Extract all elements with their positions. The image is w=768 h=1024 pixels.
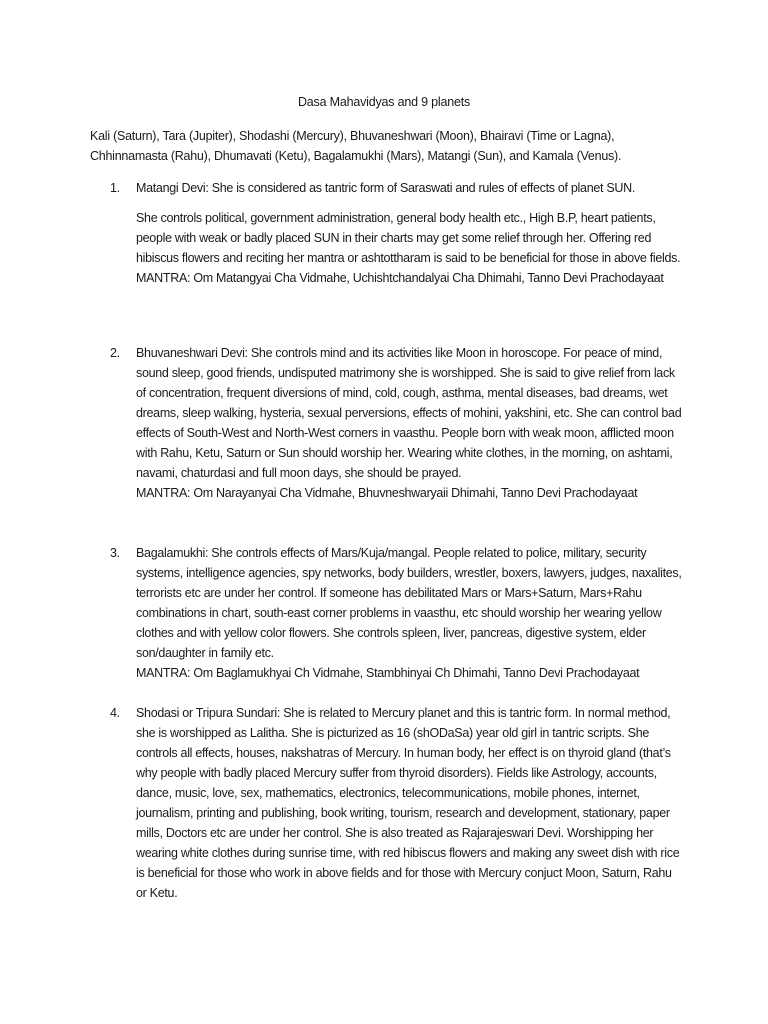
list-number: 3. bbox=[110, 546, 120, 560]
list-number: 1. bbox=[110, 181, 120, 195]
item-subparagraph: She controls political, government administration, general body health etc., High B.P, heart patients, people with weak or badly placed SUN in their charts may get some relief through her. Offering red hibiscus flowers and reciting her mantra or ashtottharam is said to be beneficial for those in above fields. bbox=[136, 211, 681, 265]
item-text: Bhuvaneshwari Devi: She controls mind and its activities like Moon in horoscope. For peace of mind, sound sleep, good friends, undisputed matrimony she is worshipped. She is said to give relief from lack of concentration, frequent diversions of mind, cold, cough, asthma, mental diseases, bad dreams, wet dreams, sleep walking, hysteria, sexual perversions, effects of mohini, yakshini, etc. She can control bad effects of South-West and North-West corners in vaasthu. People born with weak moon, afflicted moon with Rahu, Ketu, Saturn or Sun should worship her. Wearing white clothes, in the morning, on ashtami, navami, chaturdasi and full moon days, she should be prayed. bbox=[136, 346, 682, 480]
item-mantra: MANTRA: Om Baglamukhyai Ch Vidmahe, Stambhinyai Ch Dhimahi, Tanno Devi Prachodayaat bbox=[136, 666, 640, 680]
list-item-shodasi bbox=[110, 703, 685, 903]
list-number: 4. bbox=[110, 706, 120, 720]
document-title: Dasa Mahavidyas and 9 planets bbox=[297, 95, 471, 109]
list-number: 2. bbox=[110, 346, 120, 360]
item-text: Shodasi or Tripura Sundari: She is related to Mercury planet and this is tantric form. In normal method, she is worshipped as Lalitha. She is picturized as 16 (shODaSa) year old girl in tantric scripts. She controls all effects, houses, nakshatras of Mercury. In human body, her effect is on thyroid gland (that’s why people with badly placed Mercury suffer from thyroid disorders). Fields like Astrology, accounts, dance, music, love, sex, mathematics, electronics, telecommunications, mobile phones, internet, journalism, printing and publishing, book writing, tourism, research and development, stationary, paper mills, Doctors etc are under her control. She is also treated as Rajarajeswari Devi. Worshipping her wearing white clothes during sunrise time, with red hibiscus flowers and making any sweet dish with rice is beneficial for those who work in above fields and for those with Mercury conjuct Moon, Saturn, Rahu or Ketu. bbox=[136, 706, 680, 900]
list-item-matangi bbox=[110, 178, 685, 288]
item-mantra: MANTRA: Om Matangyai Cha Vidmahe, Uchishtchandalyai Cha Dhimahi, Tanno Devi Prachodayaat bbox=[136, 271, 664, 285]
list-item-bhuvaneshwari bbox=[110, 343, 685, 503]
intro-paragraph: Kali (Saturn), Tara (Jupiter), Shodashi (Mercury), Bhuvaneshwari (Moon), Bhairavi (Time or Lagna), Chhinnamasta (Rahu), Dhumavati (Ketu), Bagalamukhi (Mars), Matangi (Sun), and Kamala (Venus). bbox=[90, 129, 622, 163]
item-text: Bagalamukhi: She controls effects of Mars/Kuja/mangal. People related to police, military, security systems, intelligence agencies, spy networks, body builders, wrestler, boxers, lawyers, judges, naxalites, terrorists etc are under her control. If someone has debilitated Mars or Mars+Saturn, Mars+Rahu combinations in chart, south-east corner problems in vaasthu, etc should worship her wearing yellow clothes and with yellow color flowers. She controls spleen, liver, pancreas, digestive system, elder son/daughter in family etc. bbox=[136, 546, 682, 660]
item-mantra: MANTRA: Om Narayanyai Cha Vidmahe, Bhuvneshwaryaii Dhimahi, Tanno Devi Prachodayaat bbox=[136, 486, 638, 500]
item-text: Matangi Devi: She is considered as tantric form of Saraswati and rules of effects of planet SUN. bbox=[136, 181, 636, 195]
list-item-bagalamukhi bbox=[110, 543, 685, 683]
